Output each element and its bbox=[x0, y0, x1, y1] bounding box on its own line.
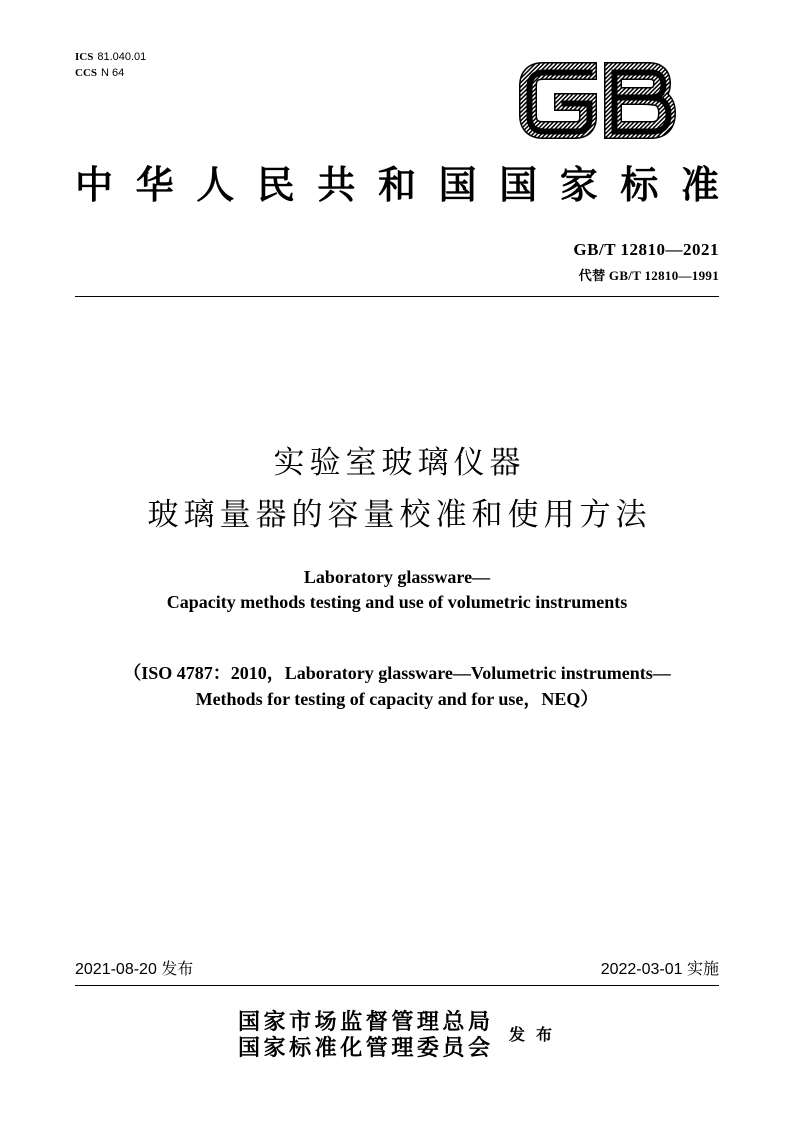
chinese-title-line-2: 玻璃量器的容量校准和使用方法 bbox=[147, 497, 652, 533]
gb-logo bbox=[519, 62, 676, 139]
english-title-line-1: Laboratory glassware— bbox=[303, 567, 491, 587]
ics-code bbox=[75, 50, 146, 64]
issuer-samr: 国家市场监督管理总局 bbox=[238, 1009, 490, 1035]
issuer-sac: 国家标准化管理委员会 bbox=[238, 1035, 490, 1061]
issue-action: 发布 bbox=[509, 1025, 564, 1044]
logo-letter-g bbox=[528, 71, 590, 132]
footer-divider bbox=[75, 985, 719, 986]
replaces-standard: 代替 GB/T 12810—1991 bbox=[578, 268, 719, 283]
national-standard-title: 中华人民共和国国家标准 bbox=[75, 163, 719, 207]
chinese-title-line-1: 实验室玻璃仪器 bbox=[273, 445, 526, 481]
ccs-label: CCS bbox=[75, 67, 98, 79]
ics-value: 81.040.01 bbox=[97, 51, 147, 63]
adoption-note-line-2: Methods for testing of capacity and for use，NEQ） bbox=[195, 689, 599, 709]
header-divider bbox=[75, 296, 719, 297]
ccs-code bbox=[75, 66, 124, 80]
english-title-line-2: Capacity methods testing and use of volumetric instruments bbox=[166, 592, 628, 612]
ics-label: ICS bbox=[75, 51, 94, 63]
ccs-value: N 64 bbox=[101, 67, 125, 79]
issue-date: 2021-08-20 发布 bbox=[75, 961, 194, 978]
logo-letter-b bbox=[613, 71, 669, 132]
effective-date: 2022-03-01 实施 bbox=[600, 961, 719, 978]
adoption-note-line-1: （ISO 4787：2010，Laboratory glassware—Volumetric instruments— bbox=[123, 663, 671, 683]
standard-number: GB/T 12810—2021 bbox=[573, 240, 719, 259]
